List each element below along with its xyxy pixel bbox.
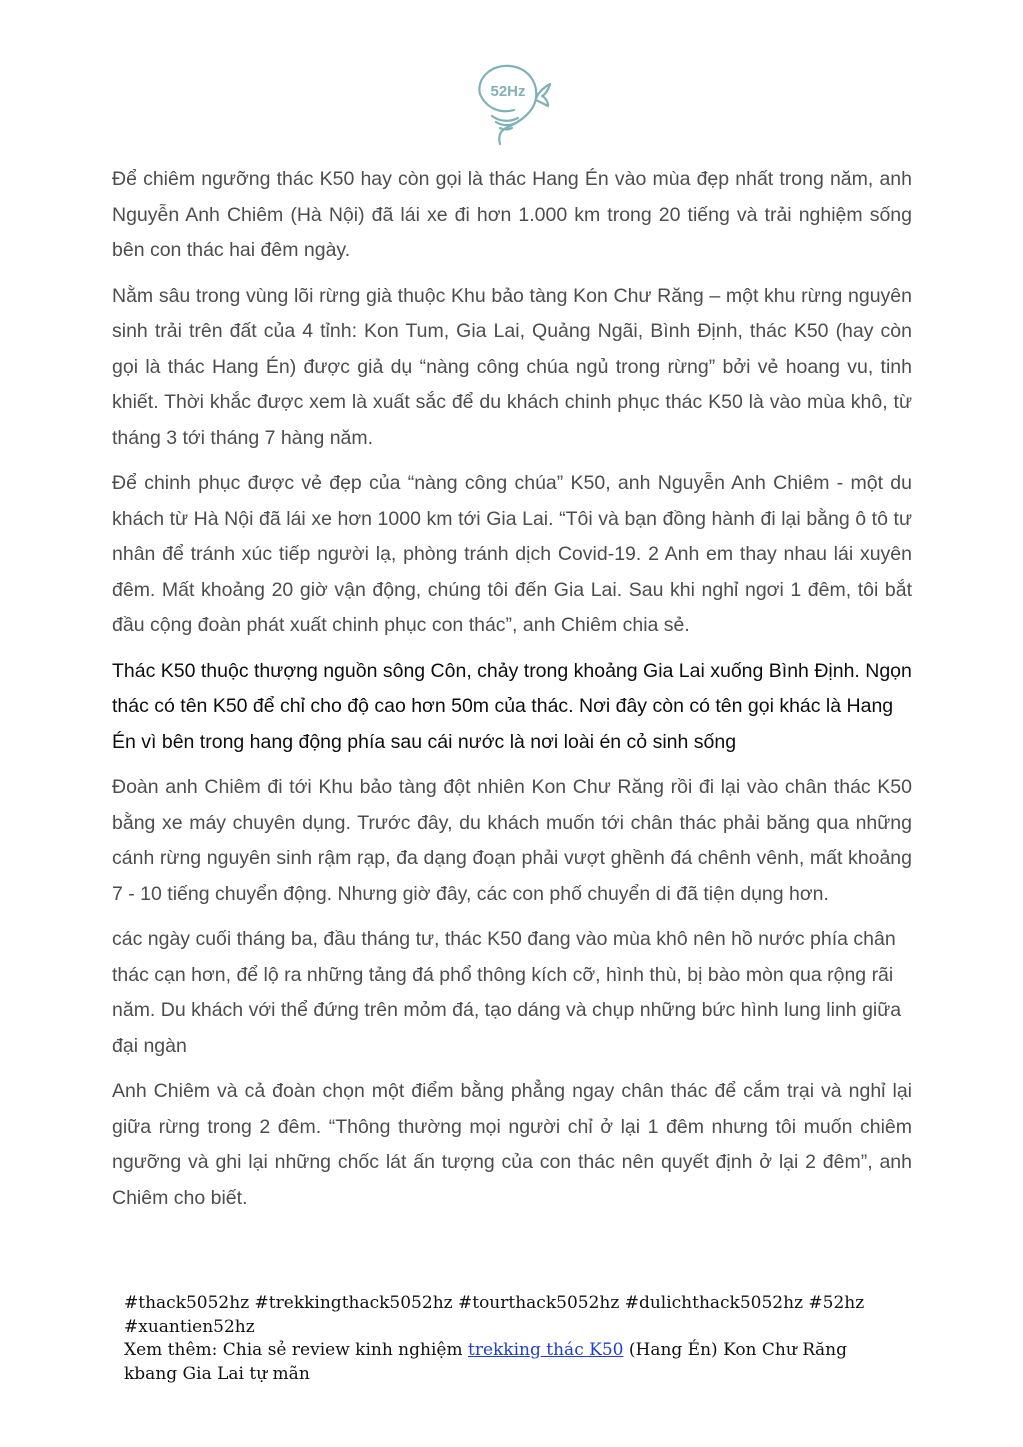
see-more-prefix: Xem thêm: Chia sẻ review kinh nghiệm [124, 1340, 468, 1360]
footer-notes [124, 1292, 904, 1386]
see-more-line [124, 1339, 904, 1386]
whale-logo-icon [470, 60, 554, 148]
paragraph-5: Đoàn anh Chiêm đi tới Khu bảo tàng đột nhiên Kon Chư Răng rồi đi lại vào chân thác K50 bằng xe máy chuyên dụng. Trước đây, du khách muốn tới chân thác phải băng qua những cánh rừng nguyên sinh rậm rạp, đa dạng đoạn phải vượt ghềnh đá chênh vênh, mất khoảng 7 - 10 tiếng chuyển động. Nhưng giờ đây, các con phố chuyển di đã tiện dụng hơn. [112, 776, 912, 905]
article-body [112, 162, 912, 1226]
paragraph-1: Để chiêm ngưỡng thác K50 hay còn gọi là thác Hang Én vào mùa đẹp nhất trong năm, anh Nguyễn Anh Chiêm (Hà Nội) đã lái xe đi hơn 1.000 km trong 20 tiếng và trải nghiệm sống bên con thác hai đêm ngày. [112, 168, 912, 261]
hashtags-line: #thack5052hz #trekkingthack5052hz #tourthack5052hz #dulichthack5052hz #52hz #xuantien52hz [124, 1293, 865, 1337]
trekking-k50-link[interactable]: trekking thác K50 [467, 1340, 624, 1360]
paragraph-6: các ngày cuối tháng ba, đầu tháng tư, thác K50 đang vào mùa khô nên hồ nước phía chân thác cạn hơn, để lộ ra những tảng đá phổ thông kích cỡ, hình thù, bị bào mòn qua rộng rãi năm. Du khách với thể đứng trên mỏm đá, tạo dáng và chụp những bức hình lung linh giữa đại ngàn [112, 928, 902, 1057]
logo-text: 52Hz [490, 83, 526, 100]
paragraph-3: Để chinh phục được vẻ đẹp của “nàng công chúa” K50, anh Nguyễn Anh Chiêm - một du khách từ Hà Nội đã lái xe hơn 1000 km tới Gia Lai. “Tôi và bạn đồng hành đi lại bằng ô tô tư nhân để tránh xúc tiếp người lạ, phòng tránh dịch Covid-19. 2 Anh em thay nhau lái xuyên đêm. Mất khoảng 20 giờ vận động, chúng tôi đến Gia Lai. Sau khi nghỉ ngơi 1 đêm, tôi bắt đầu cộng đoàn phát xuất chinh phục con thác”, anh Chiêm chia sẻ. [112, 472, 912, 636]
paragraph-2: Nằm sâu trong vùng lõi rừng già thuộc Khu bảo tàng Kon Chư Răng – một khu rừng nguyên sinh trải trên đất của 4 tỉnh: Kon Tum, Gia Lai, Quảng Ngãi, Bình Định, thác K50 (hay còn gọi là thác Hang Én) được giả dụ “nàng công chúa ngủ trong rừng” bởi vẻ hoang vu, tinh khiết. Thời khắc được xem là xuất sắc để du khách chinh phục thác K50 là vào mùa khô, từ tháng 3 tới tháng 7 hàng năm. [112, 284, 912, 449]
paragraph-7: Anh Chiêm và cả đoàn chọn một điểm bằng phẳng ngay chân thác để cắm trại và nghỉ lại giữa rừng trong 2 đêm. “Thông thường mọi người chỉ ở lại 1 đêm nhưng tôi muốn chiêm ngưỡng và ghi lại những chốc lát ấn tượng của con thác nên quyết định ở lại 2 đêm”, anh Chiêm cho biết. [112, 1080, 912, 1209]
paragraph-4: Thác K50 thuộc thượng nguồn sông Côn, chảy trong khoảng Gia Lai xuống Bình Định. Ngọn thác có tên K50 để chỉ cho độ cao hơn 50m của thác. Nơi đây còn có tên gọi khác là Hang Én vì bên trong hang động phía sau cái nước là nơi loài én cỏ sinh sống [112, 659, 912, 753]
see-more-suffix: (Hang Én) Kon Chư Răng kbang Gia Lai tự mãn [124, 1340, 847, 1384]
